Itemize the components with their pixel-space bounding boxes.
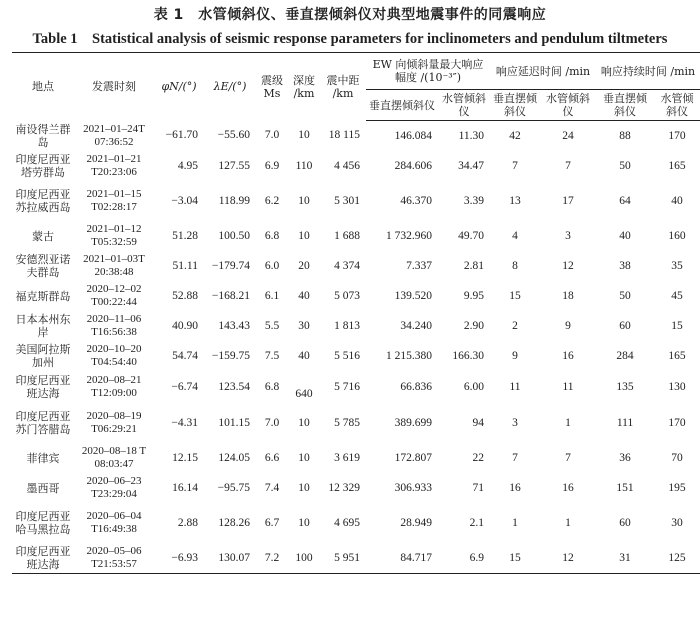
cell-depth: 10 <box>298 129 310 142</box>
cell-magnitude: 6.7 <box>264 516 280 529</box>
cell-longitude: 143.43 <box>218 319 250 332</box>
cell-magnitude: 6.6 <box>264 451 280 464</box>
cell-distance: 5 785 <box>334 416 360 429</box>
table-title-english: Table 1 Statistical analysis of seismic response parameters for inclinometers and pendulum tiltmeters <box>32 31 668 47</box>
cell-duration-pendulum: 36 <box>619 451 631 464</box>
cell-amp-pendulum: 139.520 <box>394 289 432 302</box>
cell-amp-water: 2.81 <box>463 259 485 272</box>
table-row <box>12 311 700 341</box>
cell-delay-pendulum: 7 <box>512 451 518 464</box>
cell-amp-water: 2.90 <box>463 319 485 332</box>
cell-amp-pendulum: 1 215.380 <box>386 349 432 362</box>
table-row <box>12 151 700 181</box>
cell-magnitude: 6.8 <box>264 229 280 242</box>
cell-duration-water: 165 <box>668 159 686 172</box>
header-time: 发震时刻 <box>74 53 154 121</box>
table-row <box>12 443 700 473</box>
cell-longitude: −168.21 <box>211 289 250 302</box>
cell-duration-water: 40 <box>671 194 683 207</box>
cell-delay-water: 12 <box>540 543 596 574</box>
cell-location: 菲律宾 <box>26 451 60 465</box>
cell-duration-water: 30 <box>671 516 683 529</box>
cell-amp-pendulum: 46.370 <box>400 194 432 207</box>
cell-duration-pendulum: 31 <box>596 543 654 574</box>
cell-distance: 3 619 <box>334 451 360 464</box>
cell-duration-water: 70 <box>671 451 683 464</box>
subheader-delay-pendulum: 垂直摆倾斜仪 <box>490 90 540 121</box>
cell-amp-water: 34.47 <box>458 159 485 172</box>
cell-location: 印度尼西亚班达海 <box>15 374 71 400</box>
cell-time: 2020–08–19 T06:29:21 <box>86 410 142 435</box>
cell-delay-pendulum: 15 <box>490 543 540 574</box>
cell-duration-water: 130 <box>668 380 686 393</box>
header-ew-max-amplitude: EW 向倾斜量最大响应幅度 /(10⁻³″) <box>366 53 490 90</box>
table-title-chinese: 表 1 水管倾斜仪、垂直摆倾斜仪对典型地震事件的同震响应 <box>153 7 547 23</box>
cell-distance: 1 688 <box>334 229 360 242</box>
cell-delay-water: 24 <box>562 129 574 142</box>
cell-distance: 4 374 <box>334 259 360 272</box>
header-delay: 响应延迟时间 /min <box>490 53 596 90</box>
cell-duration-pendulum: 64 <box>619 194 631 207</box>
cell-longitude: −95.75 <box>217 481 250 494</box>
cell-time: 2020–10–20 T04:54:40 <box>86 343 142 368</box>
subheader-delay-water: 水管倾斜仪 <box>540 90 596 121</box>
cell-longitude: 101.15 <box>218 416 250 429</box>
cell-delay-pendulum: 11 <box>509 380 521 393</box>
cell-distance: 5 716 <box>334 380 360 393</box>
header-location: 地点 <box>12 53 74 121</box>
cell-amp-pendulum: 84.717 <box>366 543 438 574</box>
cell-latitude: −3.04 <box>171 194 198 207</box>
cell-longitude: −55.60 <box>217 129 250 142</box>
cell-latitude: −6.74 <box>171 380 198 393</box>
cell-latitude: −6.93 <box>154 543 204 574</box>
cell-delay-water: 1 <box>565 516 571 529</box>
cell-delay-pendulum: 16 <box>509 481 521 494</box>
cell-amp-water: 71 <box>472 481 485 494</box>
cell-duration-pendulum: 60 <box>619 319 631 332</box>
cell-time: 2021–01–03T 20:38:48 <box>83 253 145 278</box>
cell-longitude: 100.50 <box>218 229 250 242</box>
cell-magnitude: 7.4 <box>264 481 280 494</box>
cell-duration-water: 15 <box>671 319 683 332</box>
cell-longitude: −159.75 <box>211 349 250 362</box>
cell-amp-water: 6.9 <box>438 543 490 574</box>
cell-magnitude: 7.0 <box>264 129 280 142</box>
cell-depth: 110 <box>295 159 313 172</box>
cell-longitude: −179.74 <box>211 259 250 272</box>
cell-location: 安德烈亚诺夫群岛 <box>15 253 71 279</box>
cell-delay-water: 7 <box>565 451 571 464</box>
cell-latitude: 4.95 <box>177 159 198 172</box>
cell-time: 2020–05–06 T21:53:57 <box>74 543 154 574</box>
cell-duration-water: 170 <box>668 129 686 142</box>
cell-depth: 20 <box>298 259 310 272</box>
cell-delay-pendulum: 7 <box>512 159 518 172</box>
table-row <box>12 403 700 443</box>
cell-amp-water: 3.39 <box>463 194 485 207</box>
table-row <box>12 543 700 574</box>
cell-delay-water: 11 <box>562 380 574 393</box>
cell-duration-water: 125 <box>654 543 700 574</box>
cell-amp-pendulum: 306.933 <box>394 481 432 494</box>
cell-distance: 1 813 <box>334 319 360 332</box>
cell-amp-water: 2.1 <box>469 516 485 529</box>
cell-longitude: 128.26 <box>218 516 250 529</box>
cell-delay-pendulum: 2 <box>512 319 518 332</box>
cell-distance: 5 073 <box>334 289 360 302</box>
cell-latitude: 2.88 <box>177 516 198 529</box>
cell-location: 南设得兰群岛 <box>15 122 71 149</box>
cell-delay-pendulum: 15 <box>509 289 521 302</box>
cell-time: 2021–01–21 T20:23:06 <box>86 153 142 178</box>
cell-delay-pendulum: 42 <box>509 129 521 142</box>
table-row <box>12 371 700 403</box>
header-duration: 响应持续时间 /min <box>596 53 700 90</box>
cell-location: 印度尼西亚哈马黑拉岛 <box>15 510 71 536</box>
subheader-amp-pendulum: 垂直摆倾斜仪 <box>366 90 438 121</box>
cell-magnitude: 6.8 <box>264 380 280 393</box>
cell-amp-water: 9.95 <box>463 289 485 302</box>
cell-amp-pendulum: 1 732.960 <box>386 229 432 242</box>
subheader-amp-water: 水管倾斜仪 <box>438 90 490 121</box>
cell-longitude: 124.05 <box>218 451 250 464</box>
cell-delay-water: 1 <box>565 416 571 429</box>
cell-delay-pendulum: 13 <box>509 194 521 207</box>
cell-duration-water: 35 <box>671 259 683 272</box>
cell-distance: 5 301 <box>334 194 360 207</box>
cell-delay-pendulum: 8 <box>512 259 518 272</box>
cell-time: 2020–08–18 T 08:03:47 <box>81 445 147 470</box>
cell-amp-water: 49.70 <box>458 229 485 242</box>
cell-delay-water: 12 <box>562 259 574 272</box>
cell-duration-pendulum: 40 <box>619 229 631 242</box>
cell-latitude: −61.70 <box>165 129 198 142</box>
cell-depth: 10 <box>298 481 310 494</box>
cell-magnitude: 7.5 <box>264 349 280 362</box>
cell-duration-pendulum: 151 <box>616 481 634 494</box>
cell-duration-water: 165 <box>668 349 686 362</box>
cell-distance: 12 329 <box>328 481 360 494</box>
cell-depth: 10 <box>298 229 310 242</box>
cell-longitude: 123.54 <box>218 380 250 393</box>
cell-delay-water: 3 <box>565 229 571 242</box>
cell-duration-pendulum: 111 <box>616 416 634 429</box>
cell-time: 2021–01–15 T02:28:17 <box>86 188 142 213</box>
table-row <box>12 281 700 311</box>
cell-depth: 640 <box>295 388 313 400</box>
cell-duration-pendulum: 88 <box>619 129 631 142</box>
cell-longitude: 130.07 <box>204 543 256 574</box>
table-row <box>12 181 700 221</box>
cell-location: 蒙古 <box>32 229 54 243</box>
cell-latitude: 51.11 <box>172 259 198 272</box>
cell-delay-water: 16 <box>562 349 574 362</box>
cell-latitude: 52.88 <box>172 289 198 302</box>
cell-longitude: 118.99 <box>218 194 250 207</box>
cell-latitude: 51.28 <box>172 229 198 242</box>
cell-location: 美国阿拉斯加州 <box>15 343 71 369</box>
cell-delay-water: 7 <box>565 159 571 172</box>
cell-latitude: 40.90 <box>172 319 198 332</box>
table-row <box>12 341 700 371</box>
cell-duration-pendulum: 38 <box>619 259 631 272</box>
header-distance: 震中距 /km <box>320 53 366 121</box>
cell-amp-water: 11.30 <box>458 129 485 142</box>
cell-delay-water: 17 <box>562 194 574 207</box>
table-row <box>12 221 700 251</box>
cell-delay-water: 16 <box>562 481 574 494</box>
cell-time: 2020–06–23 T23:29:04 <box>86 475 142 500</box>
cell-duration-water: 170 <box>668 416 686 429</box>
cell-time: 2020–12–02 T00:22:44 <box>86 283 142 308</box>
cell-latitude: 16.14 <box>172 481 198 494</box>
cell-time: 2020–08–21 T12:09:00 <box>86 374 142 399</box>
cell-depth: 40 <box>298 349 310 362</box>
table-row <box>12 121 700 152</box>
cell-time: 2021–01–24T 07:36:52 <box>83 122 145 148</box>
cell-distance: 5 516 <box>334 349 360 362</box>
cell-location: 福克斯群岛 <box>15 289 71 303</box>
cell-depth: 30 <box>298 319 310 332</box>
cell-location: 印度尼西亚班达海 <box>12 543 74 574</box>
cell-latitude: 12.15 <box>172 451 198 464</box>
cell-magnitude: 5.5 <box>264 319 280 332</box>
subheader-duration-pendulum: 垂直摆倾斜仪 <box>596 90 654 121</box>
cell-depth: 40 <box>298 289 310 302</box>
cell-duration-pendulum: 60 <box>619 516 631 529</box>
cell-longitude: 127.55 <box>218 159 250 172</box>
cell-magnitude: 6.2 <box>264 194 280 207</box>
cell-delay-pendulum: 3 <box>512 416 518 429</box>
header-depth: 深度 /km <box>288 53 320 121</box>
cell-duration-water: 195 <box>668 481 686 494</box>
table-row <box>12 473 700 503</box>
seismic-response-table <box>12 52 700 574</box>
cell-magnitude: 6.9 <box>264 159 280 172</box>
cell-distance: 4 456 <box>334 159 360 172</box>
cell-duration-pendulum: 135 <box>616 380 634 393</box>
cell-amp-water: 22 <box>472 451 485 464</box>
subheader-duration-water: 水管倾斜仪 <box>654 90 700 121</box>
cell-magnitude: 6.0 <box>264 259 280 272</box>
cell-time: 2020–11–06 T16:56:38 <box>86 313 142 338</box>
cell-latitude: 54.74 <box>172 349 198 362</box>
cell-depth: 10 <box>298 516 310 529</box>
cell-distance: 18 115 <box>328 129 360 142</box>
cell-depth: 10 <box>298 416 310 429</box>
cell-distance: 4 695 <box>334 516 360 529</box>
cell-delay-water: 9 <box>565 319 571 332</box>
cell-delay-pendulum: 1 <box>512 516 518 529</box>
cell-depth: 10 <box>298 451 310 464</box>
cell-magnitude: 7.0 <box>264 416 280 429</box>
cell-amp-pendulum: 7.337 <box>406 259 432 272</box>
cell-amp-pendulum: 172.807 <box>394 451 432 464</box>
cell-amp-pendulum: 146.084 <box>394 129 432 142</box>
cell-amp-pendulum: 34.240 <box>400 319 432 332</box>
cell-magnitude: 6.1 <box>264 289 280 302</box>
cell-magnitude: 7.2 <box>256 543 288 574</box>
cell-duration-pendulum: 284 <box>616 349 634 362</box>
cell-amp-water: 94 <box>472 416 485 429</box>
cell-amp-pendulum: 66.836 <box>400 380 432 393</box>
cell-latitude: −4.31 <box>171 416 198 429</box>
cell-duration-pendulum: 50 <box>619 159 631 172</box>
cell-amp-water: 6.00 <box>463 380 485 393</box>
cell-depth: 10 <box>298 194 310 207</box>
table-row <box>12 503 700 543</box>
cell-amp-pendulum: 28.949 <box>400 516 432 529</box>
header-longitude: λE/(°) <box>204 53 256 121</box>
cell-delay-pendulum: 4 <box>512 229 518 242</box>
cell-location: 墨西哥 <box>26 481 60 495</box>
header-magnitude: 震级 Ms <box>256 53 288 121</box>
cell-location: 日本本州东岸 <box>15 313 71 339</box>
cell-time: 2021–01–12 T05:32:59 <box>86 223 142 248</box>
cell-amp-pendulum: 284.606 <box>394 159 432 172</box>
header-latitude: φN/(°) <box>154 53 204 121</box>
cell-duration-pendulum: 50 <box>619 289 631 302</box>
cell-duration-water: 45 <box>671 289 683 302</box>
cell-depth: 100 <box>288 543 320 574</box>
cell-amp-pendulum: 389.699 <box>394 416 432 429</box>
table-row <box>12 251 700 281</box>
cell-location: 印度尼西亚塔劳群岛 <box>15 153 71 179</box>
cell-delay-pendulum: 9 <box>512 349 518 362</box>
cell-delay-water: 18 <box>562 289 574 302</box>
cell-time: 2020–06–04 T16:49:38 <box>86 510 142 535</box>
cell-location: 印度尼西亚苏门答腊岛 <box>15 410 71 436</box>
cell-duration-water: 160 <box>668 229 686 242</box>
cell-amp-water: 166.30 <box>452 349 485 362</box>
cell-location: 印度尼西亚苏拉威西岛 <box>15 188 71 214</box>
cell-distance: 5 951 <box>320 543 366 574</box>
